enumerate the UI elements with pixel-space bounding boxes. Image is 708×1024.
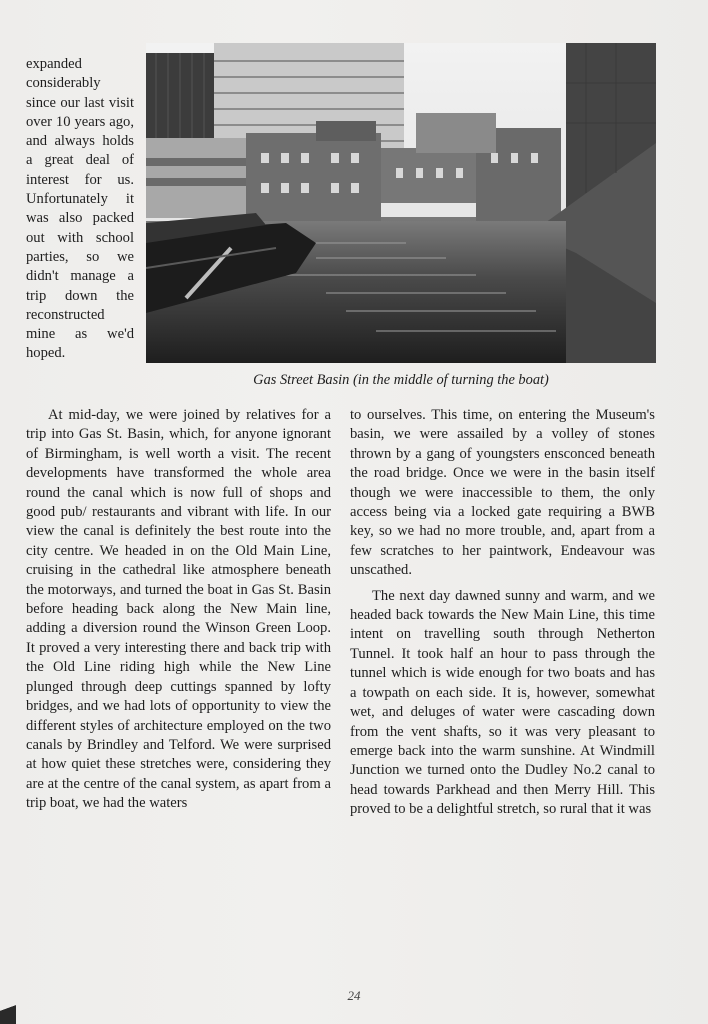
right-column-paragraph-1: to ourselves. This time, on entering the Museum's basin, we were assailed by a volley of stones thrown by a gang of youngsters ensconced beneath the road bridge. Once we were in the basin itself though we were inaccessible to them, the only access being via a locked gate requiring a BWB key, so we had no more trouble, and, apart from a few scratches to her paintwork, Endeavour was unscathed. (350, 407, 655, 579)
left-column-paragraph: At mid-day, we were joined by relatives for a trip into Gas St. Basin, which, for anyone ignorant of Birmingham, is well worth a visit. The recent developments have transformed the whole area round the canal which is now full of shops and good pub/ restaurants and vibrant with life. In our view the canal is definitely the best route into the city centre. We headed in on the Old Main Line, cruising in the cathedral like atmosphere beneath the motorways, and turned the boat in Gas St. Basin before heading back along the New Main line, adding a diversion round the Winson Green Loop. It proved a very interesting there and back trip with the Old Line riding high while the New Line plunged through deep cuttings spanned by lofty bridges, and we had lots of opportunity to view the different styles of architecture employed on the two canals by Brindley and Telford. We were surprised at how quiet these stretches were, considering they are at the centre of the canal system, as apart from a trip boat, we had the waters (26, 407, 331, 812)
left-column (26, 406, 331, 814)
photo-caption: Gas Street Basin (in the middle of turning the boat) (253, 372, 549, 388)
right-column-paragraph-2: The next day dawned sunny and warm, and we headed back towards the New Main Line, this time intent on travelling south through Netherton Tunnel. It took half an hour to pass through the tunnel which is wide enough for two boats and has a towpath on each side. It is, however, somewhat wet, and deluges of water were cascading down from the vent shafts, so it was very pleasant to emerge back into the warm sunshine. At Windmill Junction we turned onto the Dudley No.2 canal to head towards Parkhead and then Merry Hill. This proved to be a delightful stretch, so rural that it was (350, 587, 655, 818)
intro-text: expanded considerably since our last visit over 10 years ago, and always holds a great deal of interest for us. Unfortunately it was also packed out with school parties, so we didn't manage a trip down the reconstructed mine as we'd hoped. (26, 56, 134, 362)
page-number: 24 (347, 988, 361, 1003)
gas-street-basin-photo (146, 43, 656, 363)
intro-text-block (26, 55, 134, 364)
right-column (350, 406, 655, 820)
page-corner-shadow (0, 998, 16, 1024)
